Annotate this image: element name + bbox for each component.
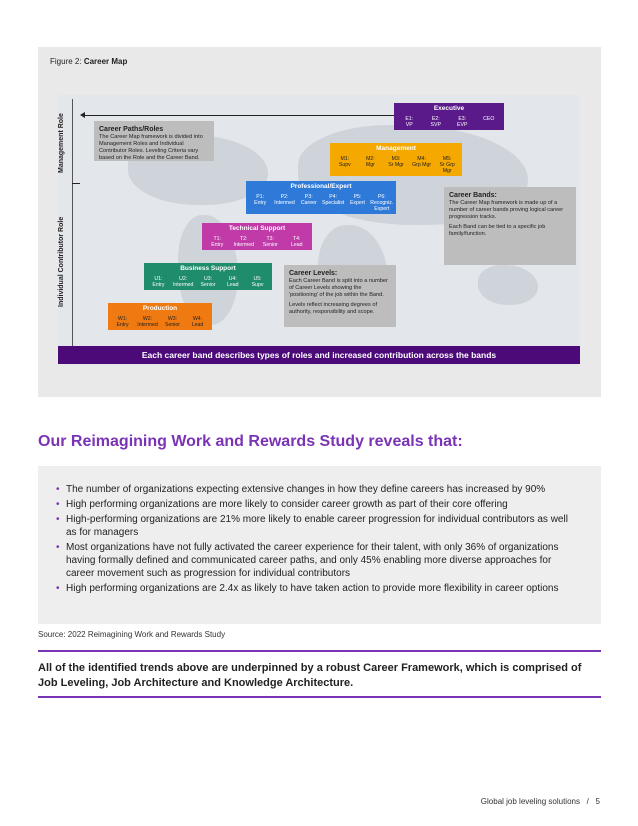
band-executive [394, 103, 504, 130]
career-paths-box [94, 121, 214, 161]
page-footer [481, 797, 600, 806]
career-paths-title: Career Paths/Roles [99, 126, 164, 133]
page-number: 5 [595, 797, 600, 806]
band-technical-title: Technical Support [202, 223, 312, 234]
band-production-title: Production [108, 303, 212, 314]
band-management-levels: M1: Supv M2: Mgr M3: Sr Mgr M4: Grp Mgr M5: Sr Grp Mgr [330, 154, 462, 176]
band-technical-levels: T1: Entry T2: Intermed T3: Senior T4: Lead [202, 234, 312, 250]
findings-panel [38, 466, 601, 624]
band-technical [202, 223, 312, 250]
career-bands-text-1: The Career Map framework is made up of a number of career bands proving logical career progression tracks. [449, 200, 564, 220]
map-continent [478, 265, 538, 305]
figure-caption-prefix: Figure 2: [50, 57, 82, 66]
source-note: Source: 2022 Reimagining Work and Rewards Study [38, 630, 226, 639]
band-management [330, 143, 462, 176]
figure-panel [38, 47, 601, 397]
career-bands-box [444, 187, 576, 265]
band-production [108, 303, 212, 330]
finding-item: • High performing organizations are 2.4x as likely to have taken action to provide more flexibility in career options [56, 582, 576, 595]
study-headline: Our Reimagining Work and Rewards Study reveals that: [38, 433, 463, 450]
management-role-label: Management Role [58, 113, 65, 173]
role-divider [72, 183, 80, 184]
finding-item: • High performing organizations are more likely to consider career growth as part of their core offering [56, 498, 576, 511]
summary-text: All of the identified trends above are underpinned by a robust Career Framework, which is comprised of Job Leveling, Job Architecture and Knowledge Architecture. [38, 662, 582, 689]
band-executive-title: Executive [394, 103, 504, 114]
footer-title: Global job leveling solutions [480, 797, 580, 806]
role-axis-line [72, 99, 73, 357]
band-production-levels: W1: Entry W2: Intermed W3: Senior W4: Lead [108, 314, 212, 330]
finding-item: • Most organizations have not fully activated the career experience for their talent, with only 36% of organizations having formally defined and communicated career paths, and only 45% enabling more diverse approaches for career movement such as progression for individual contributors [56, 541, 576, 580]
figure-caption [50, 57, 127, 66]
band-professional-levels: P1: Entry P2: Intermed P3: Career P4: Specialist P5: Expert P6: Recogniz. Expert [246, 192, 396, 214]
career-bands-text-2: Each Band can be tied to a specific job family/function. [449, 224, 546, 237]
career-levels-text-2: Levels reflect increasing degrees of authority, responsibility and scope. [289, 302, 377, 315]
band-management-title: Management [330, 143, 462, 154]
band-business-levels: U1: Entry U2: Intermed U3: Senior U4: Lead U5: Supv [144, 274, 272, 290]
figure-footer-bar: Each career band describes types of roles and increased contribution across the bands [58, 346, 580, 364]
career-paths-text: The Career Map framework is divided into Management Roles and Individual Contributor Roles. Leveling Criteria vary based on the Role and the Career Band. [99, 134, 203, 161]
figure-caption-title: Career Map [83, 57, 128, 66]
band-professional [246, 181, 396, 214]
divider-top [38, 650, 601, 652]
arrow-head [80, 112, 85, 118]
band-business-title: Business Support [144, 263, 272, 274]
band-professional-title: Professional/Expert [246, 181, 396, 192]
divider-bottom [38, 696, 601, 698]
career-bands-title: Career Bands: [449, 192, 497, 199]
finding-item: • The number of organizations expecting extensive changes in how they define careers has increased by 90% [56, 483, 576, 496]
finding-item: • High-performing organizations are 21% more likely to enable career progression for individual contributors as well as for managers [56, 513, 576, 539]
band-executive-levels: E1: VP E2: SVP E3: EVP CEO [394, 114, 504, 130]
individual-role-label: Individual Contributor Role [58, 216, 65, 307]
arrow-line [84, 115, 398, 116]
career-levels-box [284, 265, 396, 327]
career-map [58, 95, 580, 365]
career-levels-title: Career Levels: [289, 270, 338, 277]
band-business [144, 263, 272, 290]
findings-list [56, 483, 576, 597]
footer-separator: / [586, 797, 589, 806]
career-levels-text-1: Each Career Band is split into a number of Career Levels showing the 'positioning' of the job within the Band. [289, 278, 388, 298]
